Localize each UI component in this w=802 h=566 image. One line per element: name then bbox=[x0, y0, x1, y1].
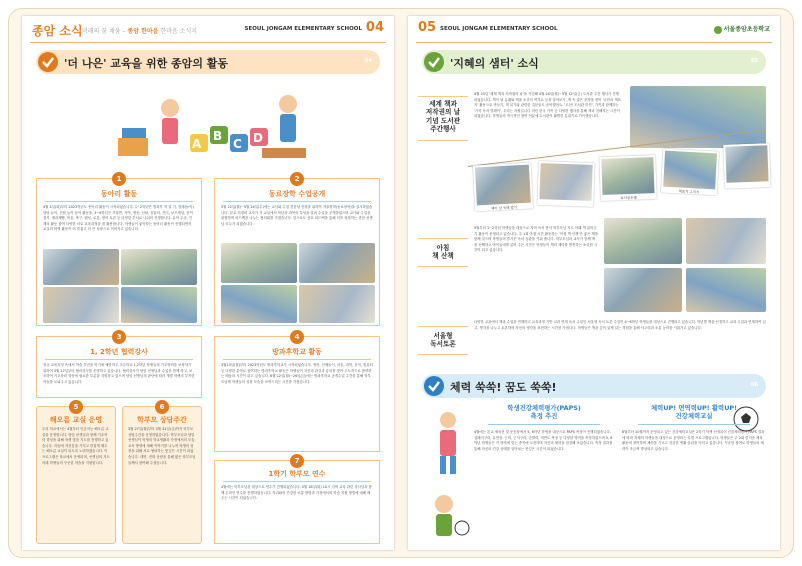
activity-box-club bbox=[36, 175, 202, 326]
illustration-books-kids bbox=[112, 78, 312, 166]
check-icon bbox=[424, 52, 444, 72]
activity-box-peer-review bbox=[214, 175, 380, 326]
activity-box-parent-counsel bbox=[122, 403, 202, 544]
svg-text:D: D bbox=[253, 131, 263, 145]
box-title: 1, 2학년 협력강사 bbox=[90, 348, 148, 356]
photo bbox=[299, 285, 375, 323]
activity-box-parent-training bbox=[214, 457, 380, 544]
polaroid-photo: 책표지 그리기 bbox=[661, 149, 719, 196]
box-title: 해오름 교실 운영 bbox=[49, 416, 103, 424]
section-tag: 06 bbox=[751, 382, 758, 388]
svg-text:C: C bbox=[233, 137, 242, 151]
photo bbox=[604, 218, 682, 264]
newsletter-subtitle: 미래의 꿈 채움 – 종암 한마음 한마음 소식지 bbox=[82, 28, 198, 35]
box-body: 정규 교육과정 속에서 학습 부진을 막기에 예방하고 초등학교 1,2학년 학생들의 기초학력을 보장하기 위하여 3월 27일부터 협력강사를 운영하고 있습니다. 협력강사가 담임 선생님과 수업을 함께 하고, 보조하여 기초학력 향상에 필요한 부분을 지원하고 있으며 담임 선생님의 판단에 따라 개별 학생의 부족한 학습을 도와주고 있습니다. bbox=[43, 363, 195, 384]
box-body: 4월에는 학부모님을 대상으로 연수가 진행되었습니다. 4월 18일(화) 10시 지역 교육 관련 강사님과 함께 온라인 연수를 진행하였습니다. 자녀와의 건강한 소통 방법과 가정에서의 학습 지원 방법에 대해 배우는 시간이 되었습니다. bbox=[221, 485, 372, 501]
section-label-library-week: 세계 책과 저작권의 날 기념 도서관 주간행사 bbox=[425, 100, 461, 134]
box-number: 2 bbox=[290, 172, 304, 186]
header-divider bbox=[30, 42, 386, 43]
photo bbox=[221, 285, 297, 323]
box-body: 우리 학교에서는 4월부터 인공지능 해오름 교실을 운영합니다. 담임 선생님과 함께 기초학력 향상을 위해 학생 맞춤 지도를 진행하고 있습니다. 학습에 자신감을 가지고 즐겁게 배우는 해오름 교실이 되도록 노력하겠습니다. 이 프로그램은 학교에서 운영되며, 선생님의 지도 아래 학생들의 꾸준한 학습을 지원합니다. bbox=[42, 427, 110, 465]
photo bbox=[121, 249, 197, 285]
box-title: 동아리 활동 bbox=[100, 190, 138, 198]
box-number: 3 bbox=[112, 330, 126, 344]
check-icon bbox=[424, 376, 444, 396]
fitness-title-health-class: 체력UP! 면역력UP! 활력UP! 건강체력교실 bbox=[650, 404, 738, 420]
photo bbox=[686, 218, 766, 264]
box-body: 5월 22일(월)~5월 24일(수)에는 교사와 수업 전문성 신장을 위하여 자율장학(동료장학)을 실시하였습니다. 본교 저경력 교사가 각 교실에서 학년과 과목의 특성을 살려 수업을 공개하였으며 교사와 수업을 관찰하며 피드백을 나누는 협의회를 가졌습니다. 앞으로도 상호 피드백을 통해 더욱 성장하는 종암 선생님 모두가 되겠습니다. bbox=[221, 205, 373, 226]
illustration-sports-kids bbox=[422, 404, 472, 544]
section-tag: 05 bbox=[751, 58, 758, 64]
section-banner bbox=[422, 374, 766, 398]
school-name: SEOUL JONGAM ELEMENTARY SCHOOL bbox=[440, 26, 558, 32]
school-logo-icon bbox=[714, 26, 722, 34]
polaroid-photo bbox=[537, 161, 595, 207]
section-banner bbox=[36, 50, 380, 74]
section-tag: 04 bbox=[365, 58, 372, 64]
box-title: 학부모 상담주간 bbox=[137, 416, 187, 424]
section-label-morning-walk: 아침 책 산책 bbox=[432, 244, 454, 261]
page-header bbox=[408, 16, 780, 44]
photo bbox=[221, 243, 297, 283]
school-logo: 서울종암초등학교 bbox=[714, 24, 770, 34]
photo bbox=[43, 249, 119, 285]
box-title: 방과후학교 활동 bbox=[272, 348, 322, 356]
section-body: 다양한 교과에서 책과 수업을 연계하고 교육과정 기반 교과 연계 독서 수업인 서울형 독서 토론 수업이 4~6학년 학생들을 대상으로 진행되고 있습니다. 학년별 책을 선정하고 교과 수업과 연계하여 읽고, 생각을 나누고 토론하며 자신의 생각을 표현하는 시간을 가집니다. 학생들은 책을 깊이 있게 읽는 경험을 통해 사고력과 소통 능력을 키워가고 있습니다. bbox=[474, 320, 766, 330]
box-body: 4월 4일(화)부터 2023학년도 종아리 활동이 시작되었습니다. 1~2학년은 방과후 학 업 기, 창체(놀이) 담당 놀이, 전담 놀이 동아 활동을, 3~6학년은 기타반, 가야, 방송, 난타, 컴퓨터, 연극, 보드게임, 종이 접기, 제과제빵, 미술, 축구, 펜싱, 로봇, 영어 토론 등 다양한 부서로 나뉘어 진행합니다. 유아 수준, 인재의 활동 참여 다양한 서로 교육과정을 잘 활용합니다. 학생들이 좋아하는 동아리 활동이 진행되면서 교실의 학생 활동이 더 즐겁고 더 큰 성장으로 이어지고 있습니다. bbox=[43, 205, 194, 232]
newsletter-page-right bbox=[408, 16, 780, 550]
svg-text:A: A bbox=[192, 137, 202, 151]
page-header bbox=[22, 16, 394, 44]
newsletter-title: 종암 소식 bbox=[32, 24, 83, 38]
polaroid-photo bbox=[723, 143, 771, 189]
page-number: 05 bbox=[418, 20, 437, 35]
section-title: '더 나은' 교육을 위한 종암의 활동 bbox=[64, 57, 229, 70]
check-icon bbox=[38, 52, 58, 72]
photo bbox=[121, 287, 197, 323]
fitness-body: 6월부터 10월까지 운영되고 있는 건강체력교실은 2학기 학생 선정되어 건강체력평가 PAPS 결과에 따라 저체력 학생들을 대상으로 운영되는 특별 프로그램입니다. 학생들은 주 2회 즐거운 체육 활동에 참여하며 체력을 기르고 건강한 생활 습관을 익히고 있습니다. 꾸준한 참여로 학생들의 체력이 조금씩 향상되고 있습니다. bbox=[622, 430, 765, 451]
fitness-title-paps: 학생건강체력평가(PAPS) 측정 추진 bbox=[507, 404, 581, 420]
page-number: 04 bbox=[365, 20, 384, 35]
section-label-debate: 서울형 독서토론 bbox=[430, 332, 456, 349]
box-body: 3월13일(월)부터 2023학년도 방과후학교가 시작되었습니다. 영어, 신체놀이, 마술, 과학, 음악, 컴퓨터 등 다양한 분야로 참여하는 방과후학교 활동은 학생들이 자신의 관심과 흥미를 찾아 주도적으로 참여하는 배움의 시간이 되고 있습니다. 6월 22일(월)~26일(금)에는 방과후학교 공개수업 주간을 통해 학부모님께 학생들의 성장 모습을 보여드리는 시간을 가졌습니다. bbox=[221, 363, 373, 384]
photo bbox=[604, 268, 682, 312]
activity-box-sunrise-class bbox=[36, 403, 116, 544]
section-body: 4월 23일 '세계 책과 저작권의 날'을 기념해 4월 24일(월)~5월 12일(금) 도서관 주간 행사가 진행되었습니다. 책이 날 유래와 책을 소중히 여겨요 등을 알아보기, 책 속 좋은 문장을 찾아 '나만의 책표지' 활동으로 만들기, 책 읽기와 관련한 질문들도 준비했어요. '도전! 도서관 미션', 가족과 함께하는 '가족 독서 릴레이', 우리는 자원입니다 미션 한국 가족 등 다양한 행사를 통해 책과 친해지는 시간이 되었습니다. 학생들의 적극적인 참여 덕분에 도서관이 활발한 분위기로 가득했습니다. bbox=[474, 92, 621, 119]
box-body: 3월 27일(월)부터 3월 31일(금)까지 학부모 상담주간을 운영하였습니다. 학부모님과 담임 선생님이 학생의 학교생활과 가정에서의 모습, 교육 방향에 대해 이야기를 나누며 학생의 성장을 위해 서로 협력하는 뜻깊은 시간이 되었습니다. 대면, 전화 상담을 통해 많은 학부모님들께서 참여해 주셨습니다. bbox=[128, 427, 196, 465]
section-title: '지혜의 샘터' 소식 bbox=[450, 57, 539, 70]
activity-box-afterschool bbox=[214, 333, 380, 452]
photo bbox=[43, 287, 119, 323]
photo bbox=[299, 243, 375, 283]
box-number: 5 bbox=[69, 400, 83, 414]
polaroid-photo: 책이 날 유래 알기 bbox=[473, 163, 533, 212]
section-banner bbox=[422, 50, 766, 74]
box-title: 1학기 학부모 연수 bbox=[268, 470, 326, 478]
box-number: 4 bbox=[290, 330, 304, 344]
box-number: 7 bbox=[290, 454, 304, 468]
fitness-body: 4월에는 본교 체육전 및 운동장에서 5, 6학년 학생을 대상으로 PAPS 측정이 진행되었습니다. 심폐지구력, 유연성, 근력, 근지구력, 순발력, 비만도 측정 등 다양한 영역을 측정하였으며 5, 6학년 학생들은 각 영역에 맞는 종목에 도전하며 자신의 체력을 점검해 보았습니다. 측정 결과를 통해 자신의 건강 상태를 알아보는 뜻깊은 시간이 되었습니다. bbox=[474, 430, 613, 451]
photo bbox=[686, 268, 766, 312]
box-title: 동료장학 수업공개 bbox=[268, 190, 326, 198]
box-number: 1 bbox=[112, 172, 126, 186]
newsletter-page-left bbox=[22, 16, 394, 550]
header-divider bbox=[416, 42, 772, 43]
box-number: 6 bbox=[155, 400, 169, 414]
activity-box-coteacher bbox=[36, 333, 202, 398]
section-body: 5월부터 1~2학년 학생들을 대상으로 지역 독서 봉사 학부모님 지도 아래 책 읽어주기 활동이 운영되고 있습니다. 주 1회 아침 시간 활동하는 '아침 책 산책'은 좋은 책을 함께 읽으며 학생들의 즐거운 독서 습관을 키워 줍니다. 학부모님과 교사가 함께 책을 선택하고 아이들에게 읽어 주는 시간은 학생들이 책의 재미를 발견하는 소중한 시간이 되고 있습니다. bbox=[474, 226, 598, 253]
svg-text:B: B bbox=[213, 129, 223, 143]
school-name: SEOUL JONGAM ELEMENTARY SCHOOL bbox=[244, 26, 362, 32]
section-title: 체력 쑥쑥! 꿈도 쑥쑥! bbox=[450, 381, 557, 394]
polaroid-photo: 독서골든벨 bbox=[599, 155, 657, 201]
